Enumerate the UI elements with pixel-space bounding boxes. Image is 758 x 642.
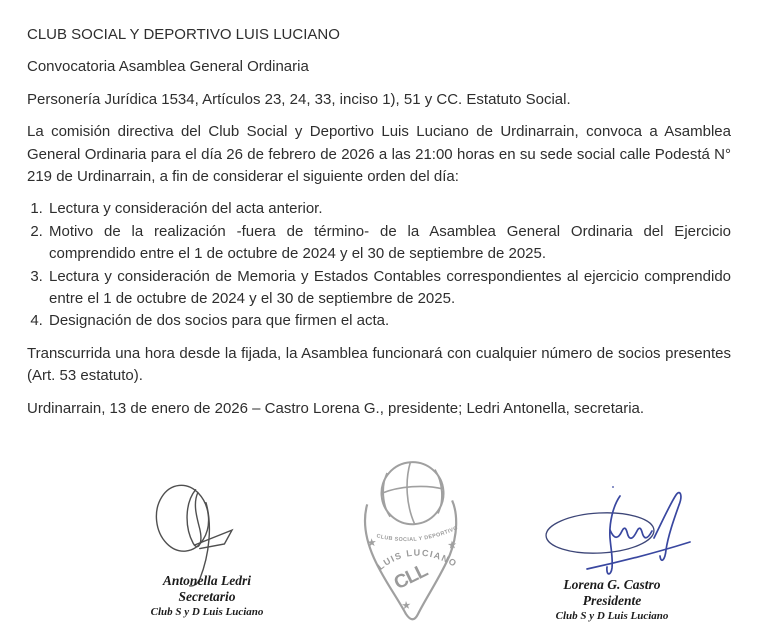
secretary-signature-icon [145,483,265,588]
stamp-monogram: CLL [390,560,431,595]
stamp-star-left-icon: ★ [366,536,378,550]
svg-text:CLUB SOCIAL Y DEPORTIVO [375,525,459,545]
secretary-role: Secretario [178,589,236,604]
intro-paragraph: La comisión directiva del Club Social y Deportivo Luis Luciano de Urdinarrain, convoca a Asamblea General Ordinaria para el día 26 de febrero de 2026 a las 21:00 horas en su sede social calle Podestá N° 219 de Urdinarrain, a fin de considerar el siguiente orden del día: [27,123,731,186]
stamp-star-bottom-icon: ★ [400,599,412,613]
stamp-star-right-icon: ★ [446,539,458,552]
document-subtitle: Convocatoria Asamblea General Ordinaria [27,58,309,76]
president-org: Club S y D Luis Luciano [555,610,669,622]
legal-reference-line: Personería Jurídica 1534, Artículos 23, 24, 33, inciso 1), 51 y CC. Estatuto Social. [27,90,571,108]
president-role: Presidente [582,593,642,608]
secretary-org: Club S y D Luis Luciano [150,606,264,618]
president-name: Lorena G. Castro [563,577,661,592]
president-signature-icon [530,468,700,580]
stamp-arc-name-text: LUIS LUCIANO [375,547,460,572]
svg-text:LUIS LUCIANO [375,544,460,574]
document-title: CLUB SOCIAL Y DEPORTIVO LUIS LUCIANO [27,26,340,43]
club-stamp-icon [361,453,475,625]
secretary-name: Antonella Ledri [162,573,252,588]
agenda-item: 2. Motivo de la realización -fuera de término- de la Asamblea General Ordinaria del Ejercicio comprendido entre el 1 de octubre de 2024 y el 30 de septiembre de 2025. [47,221,731,266]
agenda-item: 4. Designación de dos socios para que firmen el acta. [47,310,731,332]
agenda-item: 1. Lectura y consideración del acta anterior. [47,198,731,220]
closing-line: Urdinarrain, 13 de enero de 2026 – Castro Lorena G., presidente; Ledri Antonella, secretaria. [27,399,645,417]
quorum-paragraph: Transcurrida una hora desde la fijada, la Asamblea funcionará con cualquier número de socios presentes (Art. 53 estatuto). [27,344,731,385]
president-caption [502,576,722,624]
secretary-caption [97,572,317,620]
stamp-arc-top-text: CLUB SOCIAL Y DEPORTIVO [375,525,460,544]
agenda-list [27,198,731,332]
agenda-item: 3. Lectura y consideración de Memoria y Estados Contables correspondientes al ejercicio comprendido entre el 1 de octubre de 2024 y el 30 de septiembre de 2025. [47,266,731,311]
